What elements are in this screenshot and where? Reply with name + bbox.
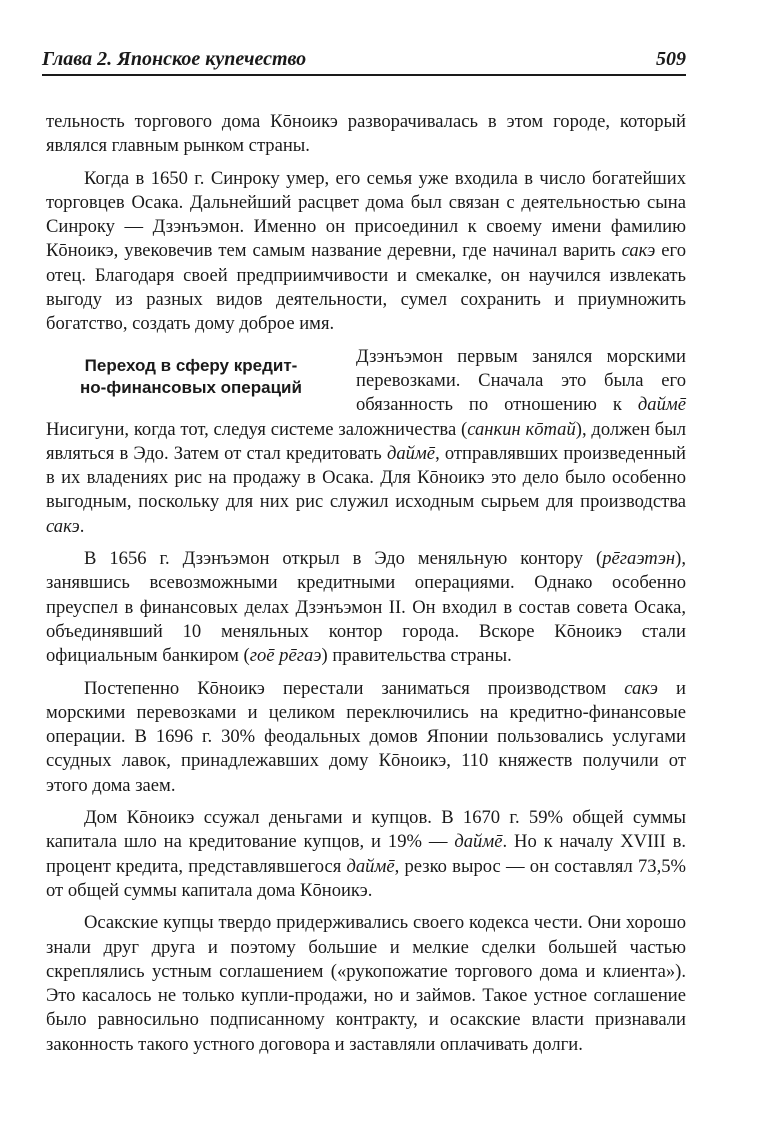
italic-term: санкин кōтай <box>467 418 576 440</box>
text-run: Когда в 1650 г. Синроку умер, его семья уже входила в число богатейших торговцев Осака. Дальнейший расцвет дома был связан с деятельностью сына Синроку — Дзэнъэмон. Именно он присоединил к своему имени фамилию Кōноикэ, увековечив тем самым название деревни, где начинал варить <box>46 167 686 262</box>
running-title: Глава 2. Японское купечество <box>42 48 307 70</box>
page-header <box>42 46 686 76</box>
text-run: , резко вырос — он составлял 73,5% от общей суммы капитала дома Кōноикэ. <box>46 855 686 901</box>
paragraph-1 <box>46 110 686 159</box>
italic-term: даймē <box>454 831 503 853</box>
body-text <box>46 110 686 1065</box>
section-heading-line-1: Переход в сферу кредит- <box>84 355 298 375</box>
text-run: Нисигуни, когда тот, следуя системе заложничества ( <box>46 418 468 440</box>
text-run: Дзэнъэмон первым занялся морскими перевозками. Сначала это была его обязанность по отношению к <box>356 345 686 416</box>
text-run: В 1656 г. Дзэнъэмон открыл в Эдо меняльную контору ( <box>84 548 603 570</box>
italic-term: рēгаэтэн <box>602 548 676 570</box>
text-run: его отец. Благодаря своей предприимчивости и смекалке, он научился извлекать выгоду из разных видов деятельности, сумел сохранить и приумножить богатство, создать дому доброе имя. <box>46 240 686 335</box>
text-run: , отправлявших произведенный в их владениях рис на продажу в Осака. Для Кōноикэ это дело было особенно выгодным, поскольку для них рис служил исходным сырьем для производства <box>46 442 686 513</box>
italic-term: сакэ <box>624 677 659 699</box>
text-run: и морскими перевозками и целиком переключились на кредитно-финансовые операции. В 1696 г. 30% феодальных домов Японии пользовались услугами ссудных лавок, принадлежавших дому Кōноикэ, 110 княжеств получили от этого дома заем. <box>46 677 686 796</box>
text-run: ), занявшись всевозможными кредитными операциями. Однако особенно преуспел в финансовых делах Дзэнъэмон II. Он входил в состав совета Осака, объединявший 10 меняльных контор города. Вскоре Кōноикэ стали официальным банкиром ( <box>46 548 686 667</box>
section-heading <box>46 355 336 399</box>
text-run: . <box>79 515 85 537</box>
page-number: 509 <box>656 48 686 70</box>
paragraph-4 <box>46 547 686 668</box>
text-run: Осакские купцы твердо придерживались своего кодекса чести. Они хорошо знали друг друга и поэтому большие и мелкие сделки большей частью скреплялись устным соглашением («рукопожатие торгового дома и клиента»). Это касалось не только купли-продажи, но и займов. Такое устное соглашение было равносильно подписанному контракту, и осакские власти признавали законность такого устного договора и заставляли оплачивать долги. <box>46 912 686 1055</box>
paragraph-5 <box>46 677 686 798</box>
text-run: тельность торгового дома Кōноикэ разворачивалась в этом городе, который являлся главным рынком страны. <box>46 111 686 157</box>
paragraph-6 <box>46 806 686 903</box>
italic-term: гоē рēгаэ <box>249 645 322 667</box>
italic-term: даймē <box>386 442 436 464</box>
text-run: ), должен был являться в Эдо. Затем от стал кредитовать <box>46 418 686 464</box>
paragraph-7 <box>46 911 686 1057</box>
text-run: Дом Кōноикэ ссужал деньгами и купцов. В 1670 г. 59% общей суммы капитала шло на кредитование купцов, и 19% — <box>46 807 686 853</box>
text-run: Постепенно Кōноикэ перестали заниматься производством <box>84 677 625 699</box>
text-run: ) правительства страны. <box>321 645 512 667</box>
text-run: . Но к началу XVIII в. процент кредита, представлявшегося <box>46 831 686 877</box>
section-heading-line-2: но-финансовых операций <box>80 377 302 397</box>
italic-term: даймē <box>346 855 395 877</box>
italic-term: сакэ <box>46 515 80 537</box>
italic-term: даймē <box>637 394 686 416</box>
italic-term: сакэ <box>621 240 656 262</box>
paragraph-2 <box>46 167 686 337</box>
